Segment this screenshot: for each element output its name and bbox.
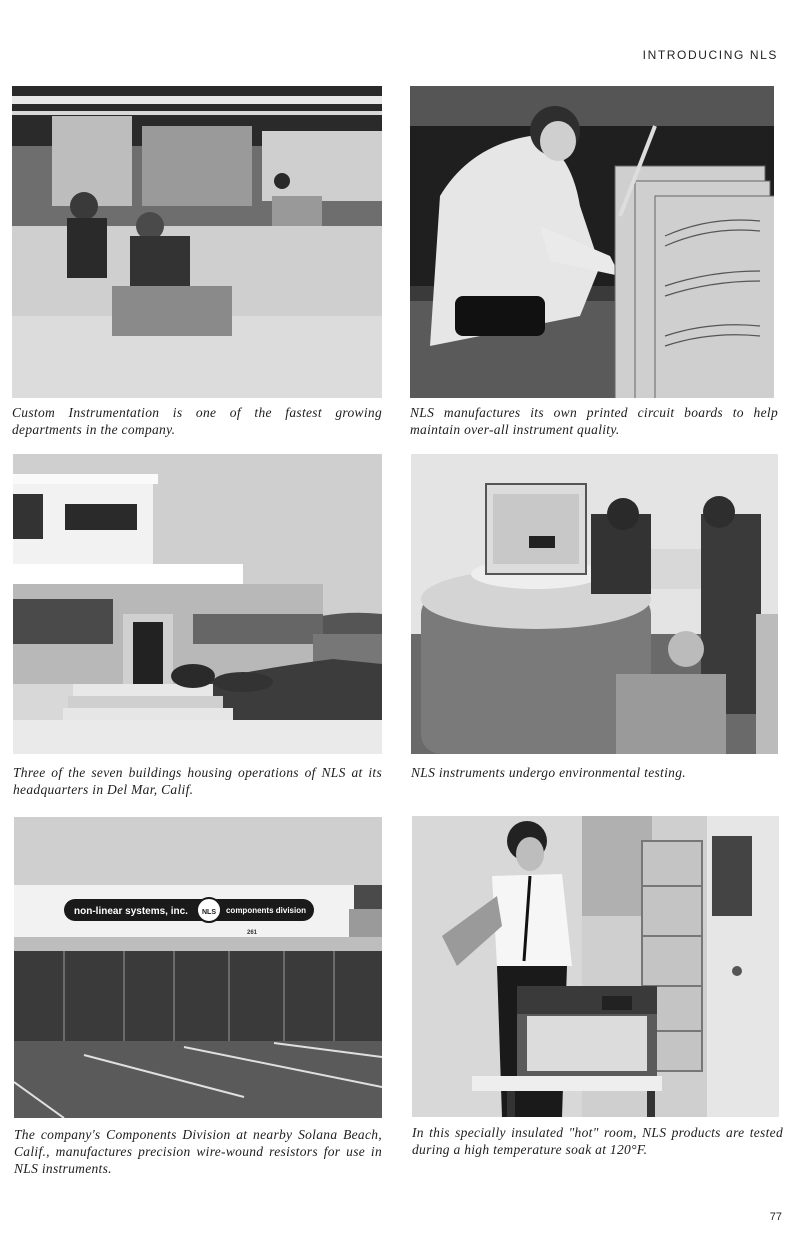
door-number: 261 [246, 930, 258, 936]
caption-hot-room: In this specially insulated "hot" room, NLS products are tested during a high temperature soak at 120°F. [412, 1125, 783, 1157]
page-number: 77 [769, 1211, 782, 1223]
caption-environmental-testing: NLS instruments undergo environmental testing. [411, 765, 686, 780]
photo-headquarters-buildings [13, 454, 382, 754]
photo-circuit-boards [410, 86, 774, 398]
sign-company-name: non-linear systems, inc. [74, 906, 188, 917]
sign-logo: NLS [202, 909, 216, 916]
page-header: INTRODUCING NLS [642, 48, 778, 62]
caption-components-division: The company's Components Division at nearby Solana Beach, Calif., manufactures precision wire-wound resistors for use in NLS instruments. [14, 1127, 382, 1176]
caption-headquarters-buildings: Three of the seven buildings housing operations of NLS at its headquarters in Del Mar, Calif. [13, 765, 382, 797]
sign-division-name: components division [225, 906, 307, 915]
photo-environmental-testing [411, 454, 778, 754]
caption-custom-instrumentation: Custom Instrumentation is one of the fastest growing departments in the company. [12, 405, 382, 437]
photo-components-division [14, 817, 382, 1118]
photo-hot-room [412, 816, 779, 1117]
photo-custom-instrumentation [12, 86, 382, 398]
caption-circuit-boards: NLS manufactures its own printed circuit boards to help maintain over-all instrument quality. [410, 405, 778, 437]
